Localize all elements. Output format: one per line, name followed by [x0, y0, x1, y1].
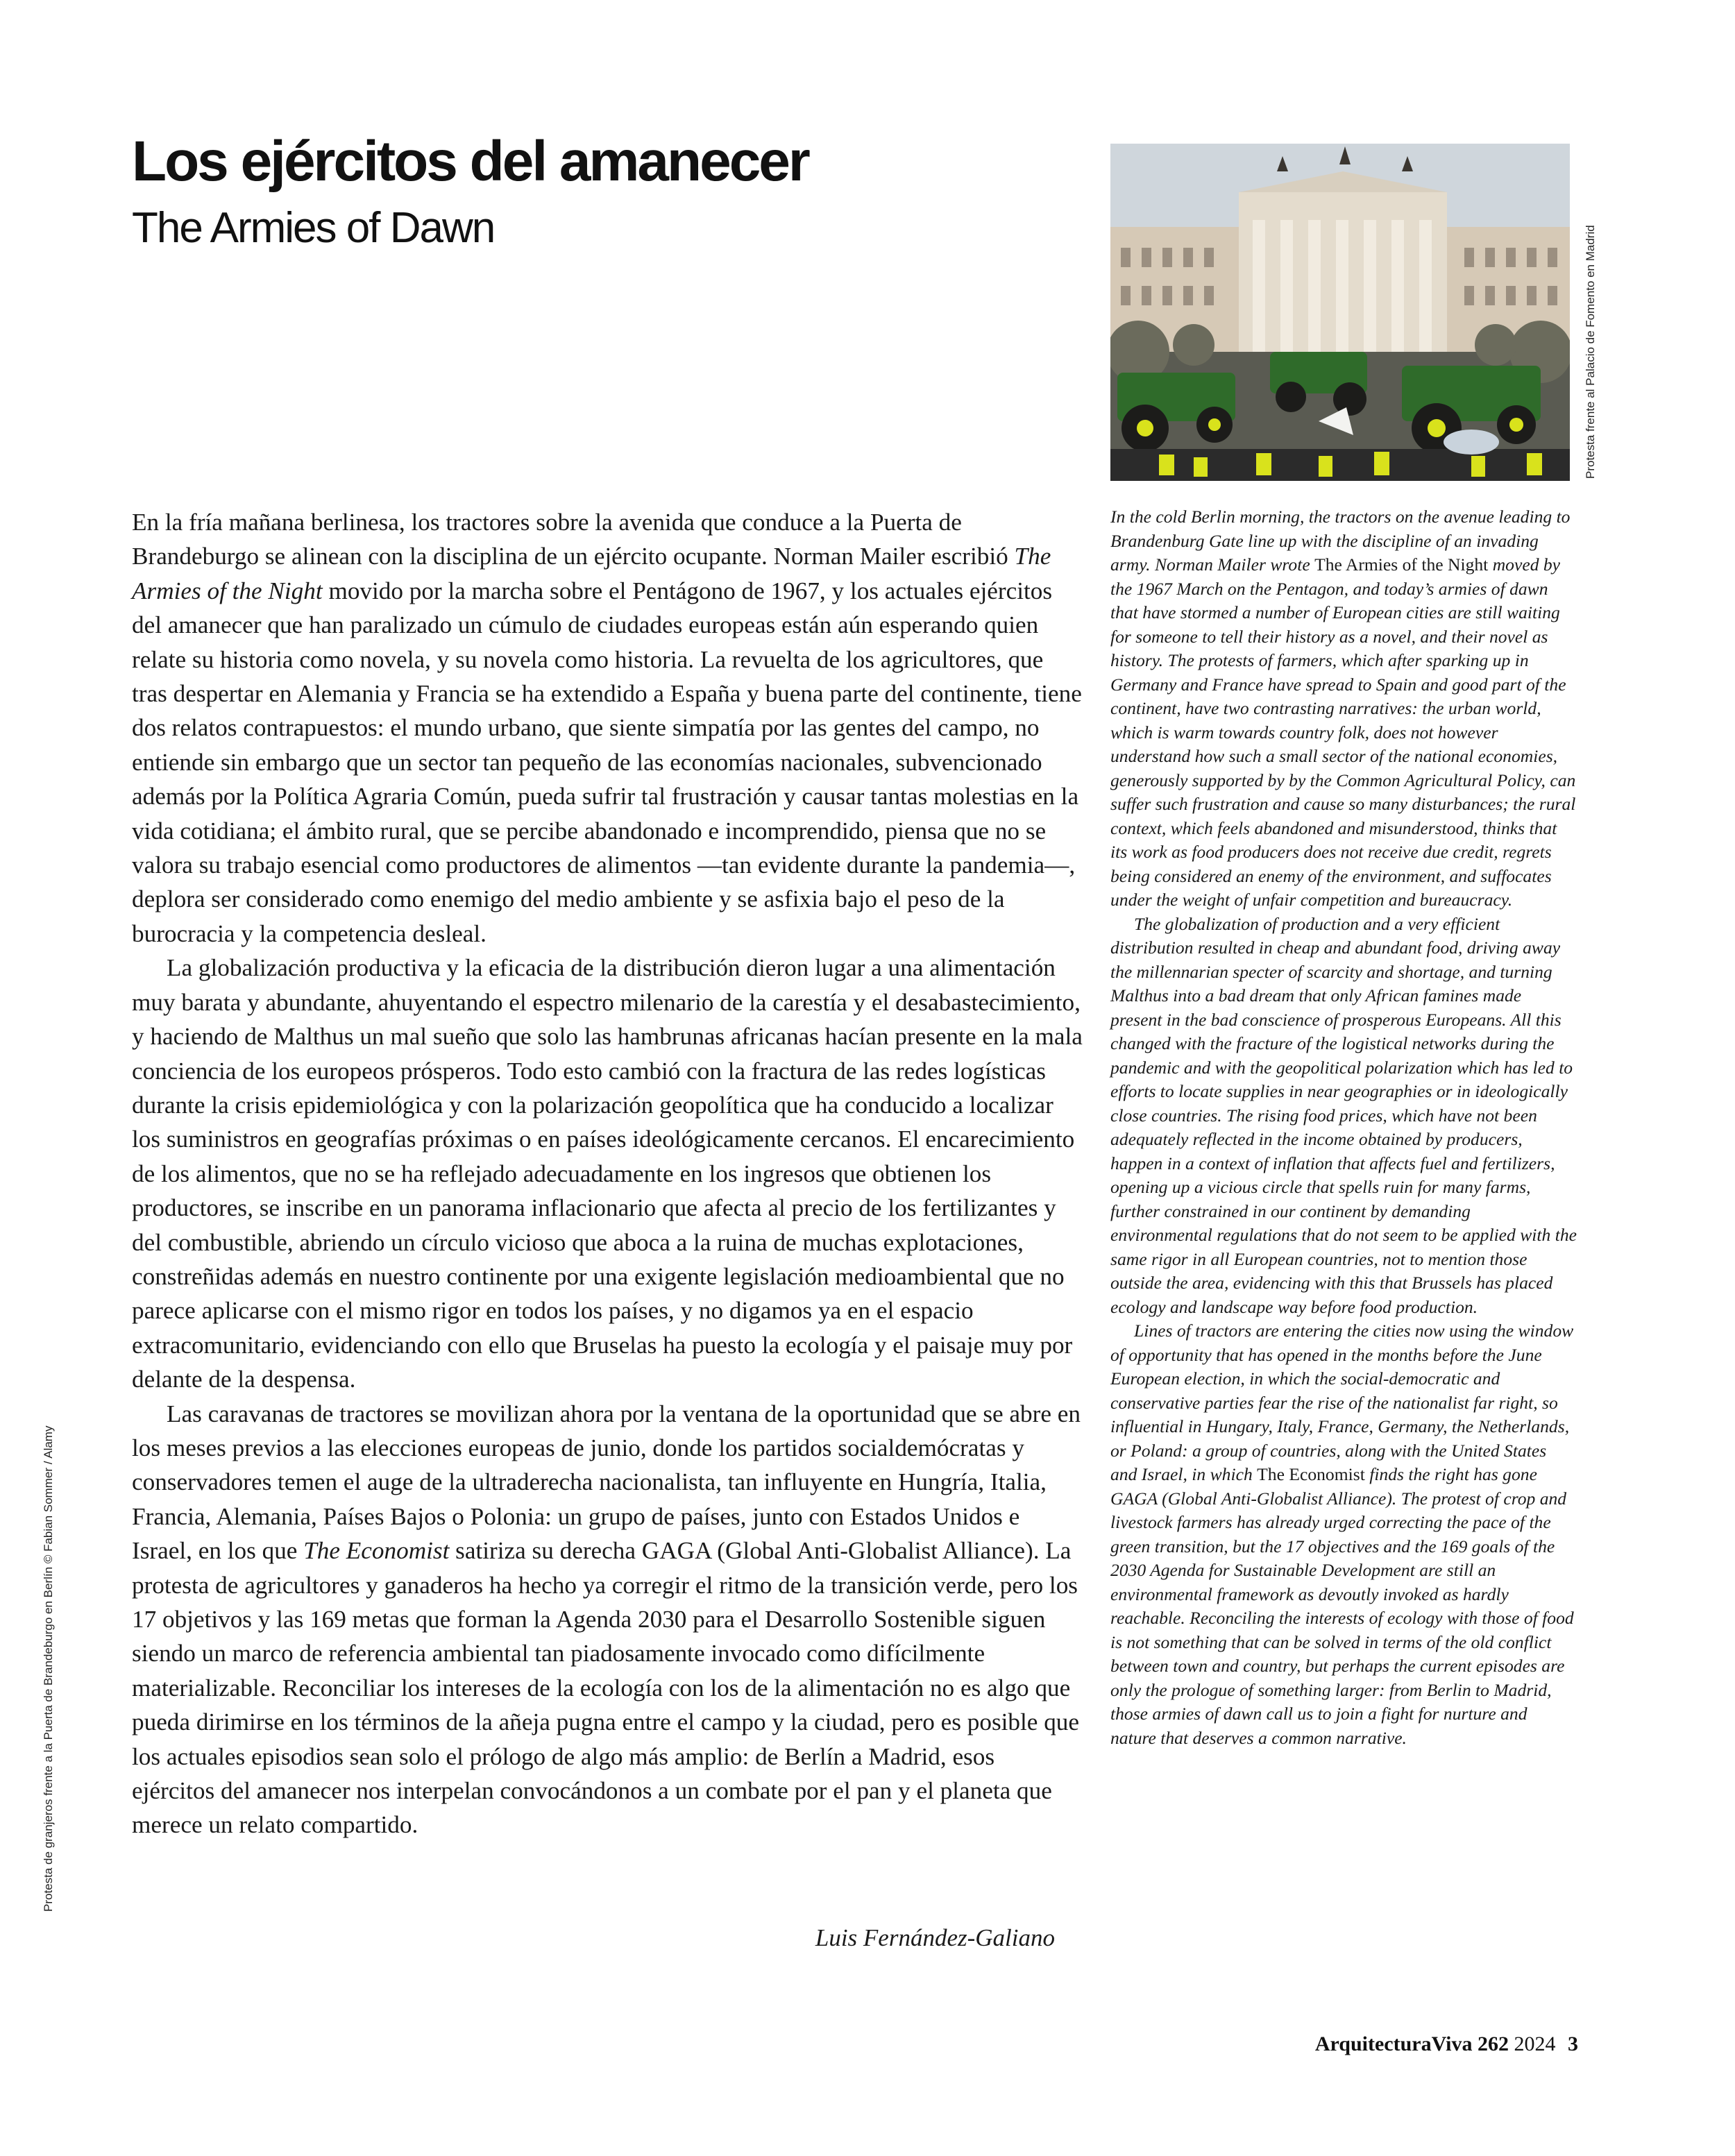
spanish-text-column	[132, 505, 1083, 1842]
spanish-paragraph: En la fría mañana berlinesa, los tractores sobre la avenida que conduce a la Puerta de Brandeburgo se alinean con la disciplina de un ejército ocupante. Norman Mailer escribió The Armies of the Night movido por la marcha sobre el Pentágono de 1967, y los actuales ejércitos del amanecer que han paralizado un cúmulo de ciudades europeas están aún esperando quien relate su historia como novela, y su novela como historia. La revuelta de los agricultores, que tras despertar en Alemania y Francia se ha extendido a España y buena parte del continente, tiene dos relatos contrapuestos: el mundo urbano, que siente simpatía por las gentes del campo, no entiende sin embargo que un sector tan pequeño de las economías nacionales, subvencionado además por la Política Agraria Común, pueda sufrir tal frustración y causar tantas molestias en la vida cotidiana; el ámbito rural, que se percibe abandonado e incomprendido, piensa que no se valora su trabajo esencial como productores de alimentos —tan evidente durante la pandemia—, deplora ser considerado como enemigo del medio ambiente y se asfixia bajo el peso de la burocracia y la competencia desleal.	[132, 509, 1082, 947]
english-text-column	[1110, 505, 1577, 1750]
page-footer	[1315, 2030, 1578, 2058]
protest-photo	[1110, 144, 1570, 481]
article-title: Los ejércitos del amanecer	[132, 130, 809, 193]
author-signature: Luis Fernández-Galiano	[815, 1924, 1055, 1951]
spanish-paragraph: La globalización productiva y la eficacia de la distribución dieron lugar a una alimentación muy barata y abundante, ahuyentando el espectro milenario de la carestía y el desabastecimiento, y haciendo de Malthus un mal sueño que solo las hambrunas africanas hacían presente en la mala conciencia de los europeos prósperos. Todo esto cambió con la fractura de las redes logísticas durante la crisis epidemiológica y con la polarización geopolítica que ha conducido a localizar los suministros en geografías próximas o en países ideológicamente cercanos. El encarecimiento de los alimentos, que no se ha reflejado adecuadamente en los ingresos que obtienen los productores, se inscribe en un panorama inflacionario que afecta al precio de los fertilizantes y del combustible, abriendo un círculo vicioso que aboca a la ruina de muchas explotaciones, constreñidas además en nuestro continente por una exigente legislación medioambiental que no parece aplicarse con el mismo rigor en todos los países, y no digamos ya en el espacio extracomunitario, evidenciando con ello que Bruselas ha puesto la ecología y el paisaje muy por delante de la despensa.	[132, 954, 1083, 1393]
english-paragraph: In the cold Berlin morning, the tractors on the avenue leading to Brandenburg Gate line up with the discipline of an invading army. Norman Mailer wrote The Armies of the Night moved by the 1967 March on the Pentagon, and today’s armies of dawn that have stormed a number of European cities are still waiting for someone to tell their history as a novel, and their novel as history. The protests of farmers, which after sparking up in Germany and France have spread to Spain and good part of the continent, have two contrasting narratives: the urban world, which is warm towards country folk, does not however understand how such a small sector of the national economies, generously supported by by the Common Agricultural Policy, can suffer such frustration and cause so many disturbances; the rural context, which feels abandoned and misunderstood, thinks that its work as food producers does not receive due credit, regrets being considered an enemy of the environment, and suffocates under the weight of unfair competition and bureaucracy.	[1110, 507, 1576, 910]
issue-year: 2024	[1514, 2032, 1556, 2055]
article-subtitle: The Armies of Dawn	[132, 204, 495, 252]
spanish-paragraph: Las caravanas de tractores se movilizan ahora por la ventana de la oportunidad que se abre en los meses previos a las elecciones europeas de junio, donde los partidos socialdemócratas y conservadores temen el auge de la ultraderecha nacionalista, tan influyente en Hungría, Italia, Francia, Alemania, Países Bajos o Polonia: un grupo de países, junto con Estados Unidos e Israel, en los que The Economist satiriza su derecha GAGA (Global Anti-Globalist Alliance). La protesta de agricultores y ganaderos ha hecho ya corregir el ritmo de la transición verde, pero los 17 objetivos y las 169 metas que forman la Agenda 2030 para el Desarrollo Sostenible siguen siendo un marco de referencia ambiental tan piadosamente invocado como difícilmente materializable. Reconciliar los intereses de la ecología con los de la alimentación no es algo que pueda dirimirse en los términos de la añeja pugna entre el campo y la ciudad, pero es posible que los actuales episodios sean solo el prólogo de algo más amplio: de Berlín a Madrid, esos ejércitos del amanecer nos interpelan convocándonos a un combate por el pan y el planeta que merece un relato compartido.	[132, 1400, 1081, 1839]
photo-caption: Protesta frente al Palacio de Fomento en Madrid	[1584, 225, 1597, 479]
side-photo-credit: Protesta de granjeros frente a la Puerta de Brandeburgo en Berlín © Fabian Sommer / Alamy	[42, 1425, 55, 1912]
magazine-name: ArquitecturaViva 262	[1314, 2032, 1509, 2055]
page-number: 3	[1568, 2032, 1578, 2055]
english-paragraph: Lines of tractors are entering the cities now using the window of opportunity that has opened in the months before the June European election, in which the social-democratic and conservative parties fear the rise of the nationalist far right, so influential in Hungary, Italy, France, Germany, the Netherlands, or Poland: a group of countries, along with the United States and Israel, in which The Economist finds the right has gone GAGA (Global Anti-Globalist Alliance). The protest of crop and livestock farmers has already urged correcting the pace of the green transition, but the 17 objectives and the 169 goals of the 2030 Agenda for Sustainable Development are still an environmental framework as devoutly invoked as hardly reachable. Reconciling the interests of ecology with those of food is not something that can be solved in terms of the old conflict between town and country, but perhaps the current episodes are only the prologue of something larger: from Berlin to Madrid, those armies of dawn call us to join a fight for nurture and nature that deserves a common narrative.	[1110, 1321, 1574, 1748]
palace-protest-illustration	[1110, 144, 1570, 481]
english-paragraph: The globalization of production and a very efficient distribution resulted in cheap and abundant food, driving away the millennarian specter of scarcity and shortage, and turning Malthus into a bad dream that only African famines made present in the bad conscience of prosperous Europeans. All this changed with the fracture of the logistical networks during the pandemic and with the geopolitical polarization which has led to efforts to locate supplies in near geographies or in ideologically close countries. The rising food prices, which have not been adequately reflected in the income obtained by producers, happen in a context of inflation that affects fuel and fertilizers, opening up a vicious circle that spells ruin for many farms, further constrained in our continent by demanding environmental regulations that do not seem to be applied with the same rigor in all European countries, not to mention those outside the area, evidencing with this that Brussels has placed ecology and landscape way before food production.	[1110, 913, 1577, 1317]
